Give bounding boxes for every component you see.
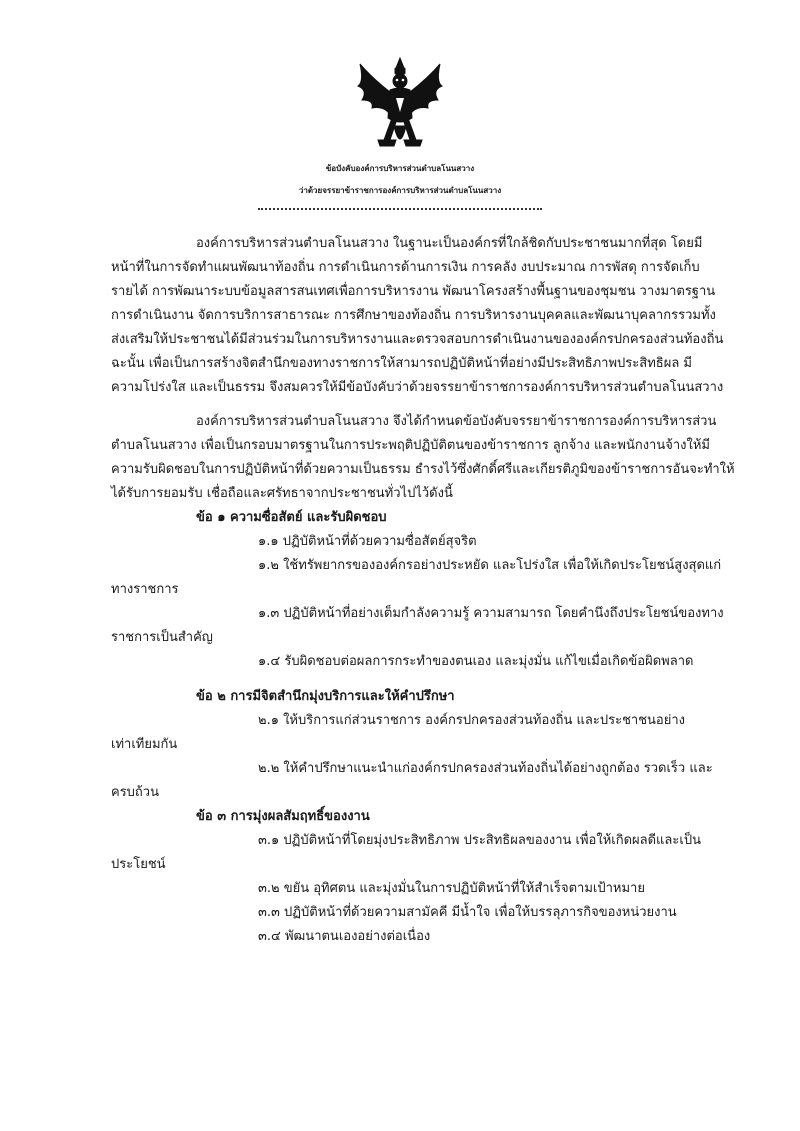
section1-item2: ๑.๒ ใช้ทรัพยากรขององค์กรอย่างประหยัด และโปร่งใส เพื่อให้เกิดประโยชน์สูงสุดแก่ (258, 558, 722, 573)
paragraph2-line4: ได้รับการยอมรับ เชื่อถือและศรัทธาจากประชาชนทั่วไปไว้ดังนี้ (111, 486, 453, 501)
section3-heading: ข้อ ๓ การมุ่งผลสัมฤทธิ์ของงาน (196, 809, 370, 824)
paragraph1-line2: หน้าที่ในการจัดทำแผนพัฒนาท้องถิ่น การดำเนินการด้านการเงิน การคลัง งบประมาณ การพัสดุ การจัดเก็บ (111, 260, 700, 275)
section3-item1: ๓.๑ ปฏิบัติหน้าที่โดยมุ่งประสิทธิภาพ ประสิทธิผลของงาน เพื่อให้เกิดผลดีและเป็น (258, 833, 701, 848)
section2-item1-cont: เท่าเทียมกัน (111, 737, 178, 752)
section2-item2-cont: ครบถ้วน (111, 785, 159, 800)
section1-heading: ข้อ ๑ ความซื่อสัตย์ และรับผิดชอบ (196, 510, 387, 525)
document-title-line1: ข้อบังคับองค์การบริหารส่วนตำบลโนนสวาง (325, 164, 475, 173)
section1-item3: ๑.๓ ปฏิบัติหน้าที่อย่างเต็มกำลังความรู้ ความสามารถ โดยคำนึงถึงประโยชน์ของทาง (258, 606, 724, 621)
paragraph1-line6: ฉะนั้น เพื่อเป็นการสร้างจิตสำนึกของทางราชการให้สามารถปฏิบัติหน้าที่อย่างมีประสิทธิภาพประสิทธิผล มี (111, 356, 692, 371)
paragraph1-line1: องค์การบริหารส่วนตำบลโนนสวาง ในฐานะเป็นองค์กรที่ใกล้ชิดกับประชาชนมากที่สุด โดยมี (196, 236, 703, 251)
garuda-emblem (354, 56, 446, 154)
section1-item3-cont: ราชการเป็นสำคัญ (111, 630, 213, 645)
section3-item4: ๓.๔ พัฒนาตนเองอย่างต่อเนื่อง (258, 929, 431, 944)
section2-item1: ๒.๑ ให้บริการแก่ส่วนราชการ องค์กรปกครองส่วนท้องถิ่น และประชาชนอย่าง (258, 713, 686, 728)
paragraph2-line3: ความรับผิดชอบในการปฏิบัติหน้าที่ด้วยความเป็นธรรม ธำรงไว้ซึ่งศักดิ์ศรีและเกียรติภูมิของข้าราชการอันจะทำให้ (111, 462, 735, 477)
paragraph1-line4: การดำเนินงาน จัดการบริการสาธารณะ การศึกษาของท้องถิ่น การบริหารงานบุคคลและพัฒนาบุคลากรรวมทั้ง (111, 308, 716, 323)
document-title-line2: ว่าด้วยจรรยาข้าราชการองค์การบริหารส่วนตำบลโนนสวาง (298, 186, 502, 195)
section1-item2-cont: ทางราชการ (111, 582, 179, 597)
title-divider (258, 208, 542, 210)
section2-heading: ข้อ ๒ การมีจิตสำนึกมุ่งบริการและให้คำปรึกษา (196, 689, 455, 704)
section1-item4: ๑.๔ รับผิดชอบต่อผลการกระทำของตนเอง และมุ่งมั่น แก้ไขเมื่อเกิดข้อผิดพลาด (258, 654, 694, 669)
section2-item2: ๒.๒ ให้คำปรึกษาแนะนำแก่องค์กรปกครองส่วนท้องถิ่นได้อย่างถูกต้อง รวดเร็ว และ (258, 761, 713, 776)
paragraph2-line2: ตำบลโนนสวาง เพื่อเป็นกรอบมาตรฐานในการประพฤติปฏิบัติตนของข้าราชการ ลูกจ้าง และพนักงานจ้างให้มี (111, 438, 710, 453)
paragraph1-line5: ส่งเสริมให้ประชาชนได้มีส่วนร่วมในการบริหารงานและตรวจสอบการดำเนินงานขององค์กรปกครองส่วนท้องถิ่น (111, 332, 724, 347)
section1-item1: ๑.๑ ปฏิบัติหน้าที่ด้วยความซื่อสัตย์สุจริต (258, 534, 477, 549)
section3-item3: ๓.๓ ปฏิบัติหน้าที่ด้วยความสามัคคี มีน้ำใจ เพื่อให้บรรลุภารกิจของหน่วยงาน (258, 905, 677, 920)
paragraph1-line7: ความโปร่งใส และเป็นธรรม จึงสมควรให้มีข้อบังคับว่าด้วยจรรยาข้าราชการองค์การบริหารส่วนตำบลโนนสวาง (111, 380, 724, 395)
paragraph2-line1: องค์การบริหารส่วนตำบลโนนสวาง จึงได้กำหนดข้อบังคับจรรยาข้าราชการองค์การบริหารส่วน (196, 414, 717, 429)
section3-item1-cont: ประโยชน์ (111, 857, 166, 872)
paragraph1-line3: รายได้ การพัฒนาระบบข้อมูลสารสนเทศเพื่อการบริหารงาน พัฒนาโครงสร้างพื้นฐานของชุมชน วางมาตรฐาน (111, 284, 716, 299)
section3-item2: ๓.๒ ขยัน อุทิศตน และมุ่งมั่นในการปฏิบัติหน้าที่ให้สำเร็จตามเป้าหมาย (258, 881, 645, 896)
